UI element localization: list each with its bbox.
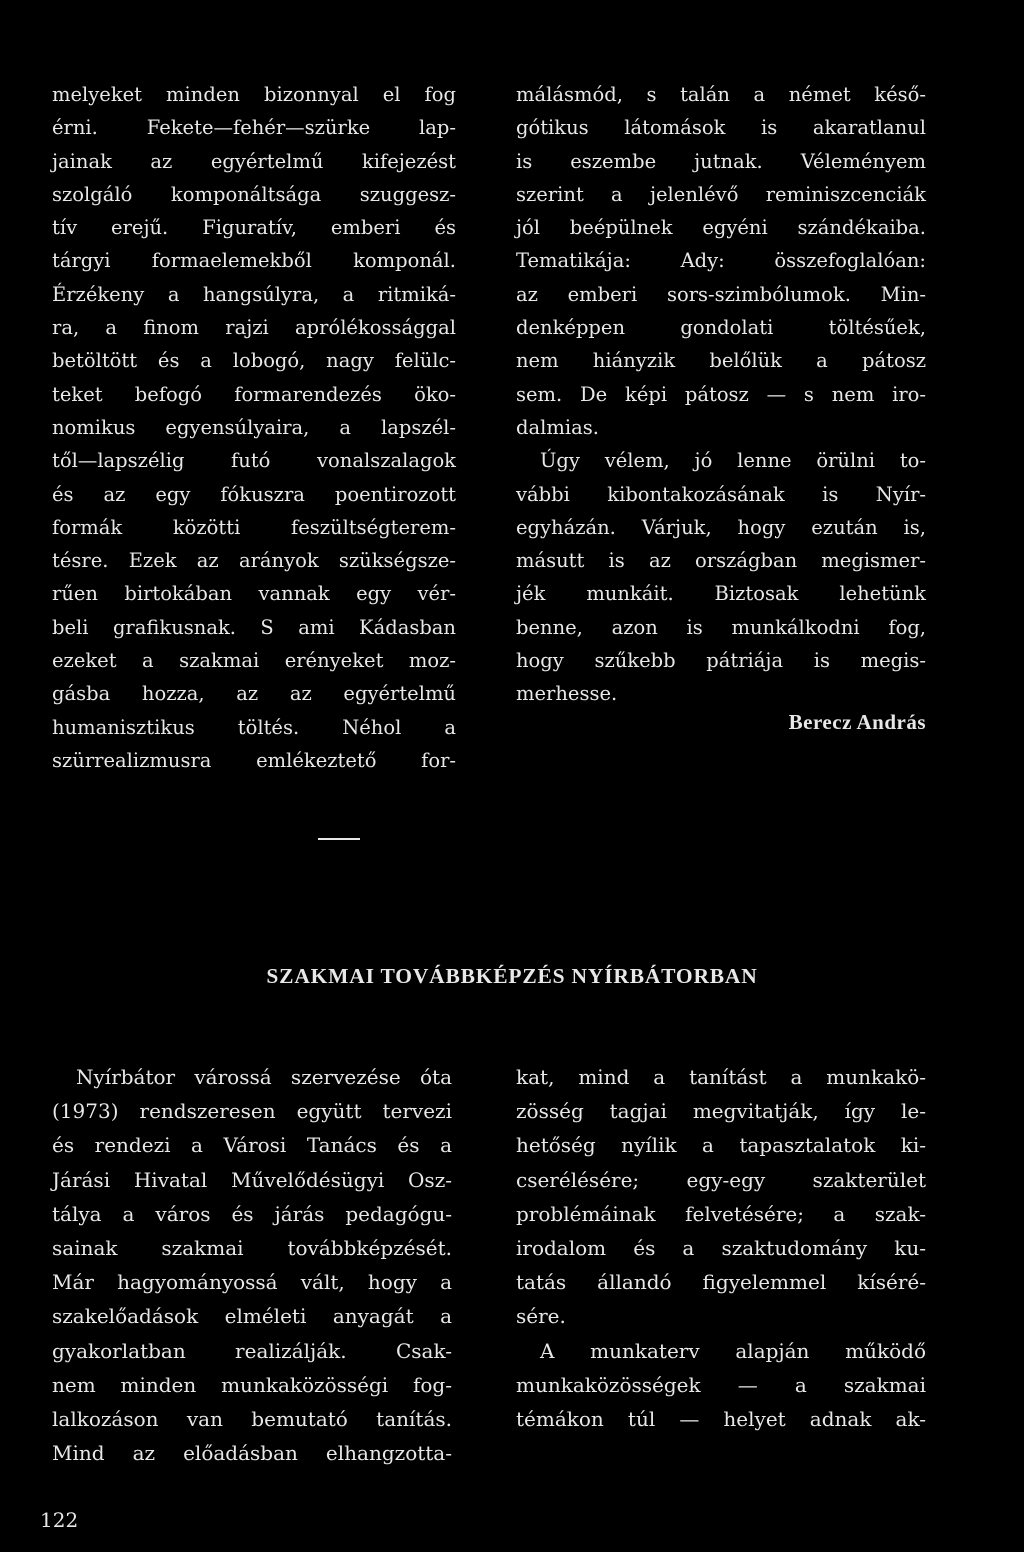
text-line: Tematikája: Ady: összefoglalóan:: [516, 249, 926, 273]
article2-paragraph-2: [516, 1334, 926, 1437]
text-line: gásba hozza, az az egyértelmű: [52, 682, 456, 706]
text-line: és az egy fókuszra poentirozott: [52, 482, 456, 506]
text-line: tatás állandó figyelemmel kíséré-: [516, 1270, 926, 1295]
text-line: málásmód, s talán a német késő-: [516, 83, 926, 106]
text-line: jainak az egyértelmű kifejezést: [52, 149, 456, 173]
text-line: merhesse.: [516, 682, 618, 706]
article1-column-right: [516, 78, 926, 711]
text-line: Már hagyományossá vált, hogy a: [52, 1270, 452, 1295]
article1-paragraph-1: [516, 78, 926, 444]
article2-column-left: [52, 1060, 452, 1470]
text-line: szakelőadások elméleti anyagát a: [52, 1304, 452, 1329]
text-line: az emberi sors-szimbólumok. Min-: [516, 282, 926, 306]
text-line: től—lapszélig futó vonalszalagok: [52, 449, 456, 473]
text-line: beli grafikusnak. S ami Kádasban: [52, 615, 456, 639]
text-line: ra, a finom rajzi aprólékossággal: [52, 316, 456, 340]
text-line: sére.: [516, 1304, 566, 1329]
text-line: témákon túl — helyet adnak ak-: [516, 1407, 926, 1432]
article1-paragraph-2: [516, 444, 926, 710]
article2-title: SZAKMAI TOVÁBBKÉPZÉS NYÍRBÁTORBAN: [266, 964, 758, 988]
author-signature: Berecz András: [788, 710, 926, 734]
text-line: formák közötti feszültségterem-: [52, 515, 456, 539]
text-line: és rendezi a Városi Tanács és a: [52, 1133, 452, 1158]
text-line: tív erejű. Figuratív, emberi és: [52, 216, 456, 240]
article2-paragraph-1: [516, 1060, 926, 1334]
text-line: teket befogó formarendezés öko-: [52, 382, 456, 406]
text-line: benne, azon is munkálkodni fog,: [516, 615, 926, 639]
text-line: lalkozáson van bemutató tanítás.: [52, 1407, 452, 1432]
article1-column-left: [52, 78, 456, 777]
page-number: 122: [40, 1508, 79, 1532]
text-line: nomikus egyensúlyaira, a lapszél-: [52, 415, 456, 439]
section-divider: [318, 838, 360, 840]
text-line: tálya a város és járás pedagógu-: [52, 1201, 452, 1226]
text-line: nem hiányzik belőlük a pátosz: [516, 349, 926, 373]
text-line: rűen birtokában vannak egy vér-: [52, 582, 456, 606]
text-line: humanisztikus töltés. Néhol a: [52, 715, 456, 739]
text-line: vábbi kibontakozásának is Nyír-: [516, 482, 926, 506]
text-line: irodalom és a szaktudomány ku-: [516, 1236, 926, 1261]
text-line: szerint a jelenlévő reminiszcenciák: [516, 182, 926, 206]
text-line: melyeket minden bizonnyal el fog: [52, 83, 456, 106]
text-line: sem. De képi pátosz — s nem iro-: [516, 382, 926, 406]
text-line: Érzékeny a hangsúlyra, a ritmiká-: [52, 282, 456, 306]
text-line: dalmias.: [516, 415, 599, 439]
text-line: Nyírbátor várossá szervezése óta: [76, 1065, 452, 1089]
text-line: gótikus látomások is akaratlanul: [516, 116, 926, 140]
text-line: hetőség nyílik a tapasztalatok ki-: [516, 1133, 926, 1158]
text-line: betöltött és a lobogó, nagy felülc-: [52, 349, 456, 373]
text-line: munkaközösségek — a szakmai: [516, 1372, 926, 1397]
text-line: nem minden munkaközösségi fog-: [52, 1372, 452, 1397]
text-line: szolgáló komponáltsága szuggesz-: [52, 182, 456, 206]
article2-column-right: [516, 1060, 926, 1436]
text-line: kat, mind a tanítást a munkakö-: [516, 1065, 926, 1089]
text-line: sainak szakmai továbbképzését.: [52, 1236, 452, 1261]
text-line: ezeket a szakmai erényeket moz-: [52, 649, 456, 673]
text-line: A munkaterv alapján működő: [540, 1338, 926, 1363]
text-line: Mind az előadásban elhangzotta-: [52, 1441, 452, 1466]
text-line: hogy szűkebb pátriája is megis-: [516, 649, 926, 673]
text-line: Úgy vélem, jó lenne örülni to-: [540, 449, 926, 473]
text-line: tésre. Ezek az arányok szükségsze-: [52, 549, 456, 573]
text-line: tárgyi formaelemekből komponál.: [52, 249, 456, 273]
text-line: problémáinak felvetésére; a szak-: [516, 1201, 926, 1226]
text-line: cserélésére; egy-egy szakterület: [516, 1167, 926, 1192]
text-line: jék munkáit. Biztosak lehetünk: [516, 582, 926, 606]
text-line: Járási Hivatal Művelődésügyi Osz-: [52, 1167, 452, 1192]
text-line: is eszembe jutnak. Véleményem: [516, 149, 926, 173]
text-line: denképpen gondolati töltésűek,: [516, 316, 926, 340]
text-line: jól beépülnek egyéni szándékaiba.: [516, 216, 926, 240]
text-line: egyházán. Várjuk, hogy ezután is,: [516, 515, 926, 539]
text-line: érni. Fekete—fehér—szürke lap-: [52, 116, 456, 140]
text-line: gyakorlatban realizálják. Csak-: [52, 1338, 452, 1363]
text-line: másutt is az országban megismer-: [516, 549, 926, 573]
text-line: szürrealizmusra emlékeztető for-: [52, 748, 456, 772]
text-line: (1973) rendszeresen együtt tervezi: [52, 1099, 452, 1124]
text-line: zösség tagjai megvitatják, így le-: [516, 1099, 926, 1124]
